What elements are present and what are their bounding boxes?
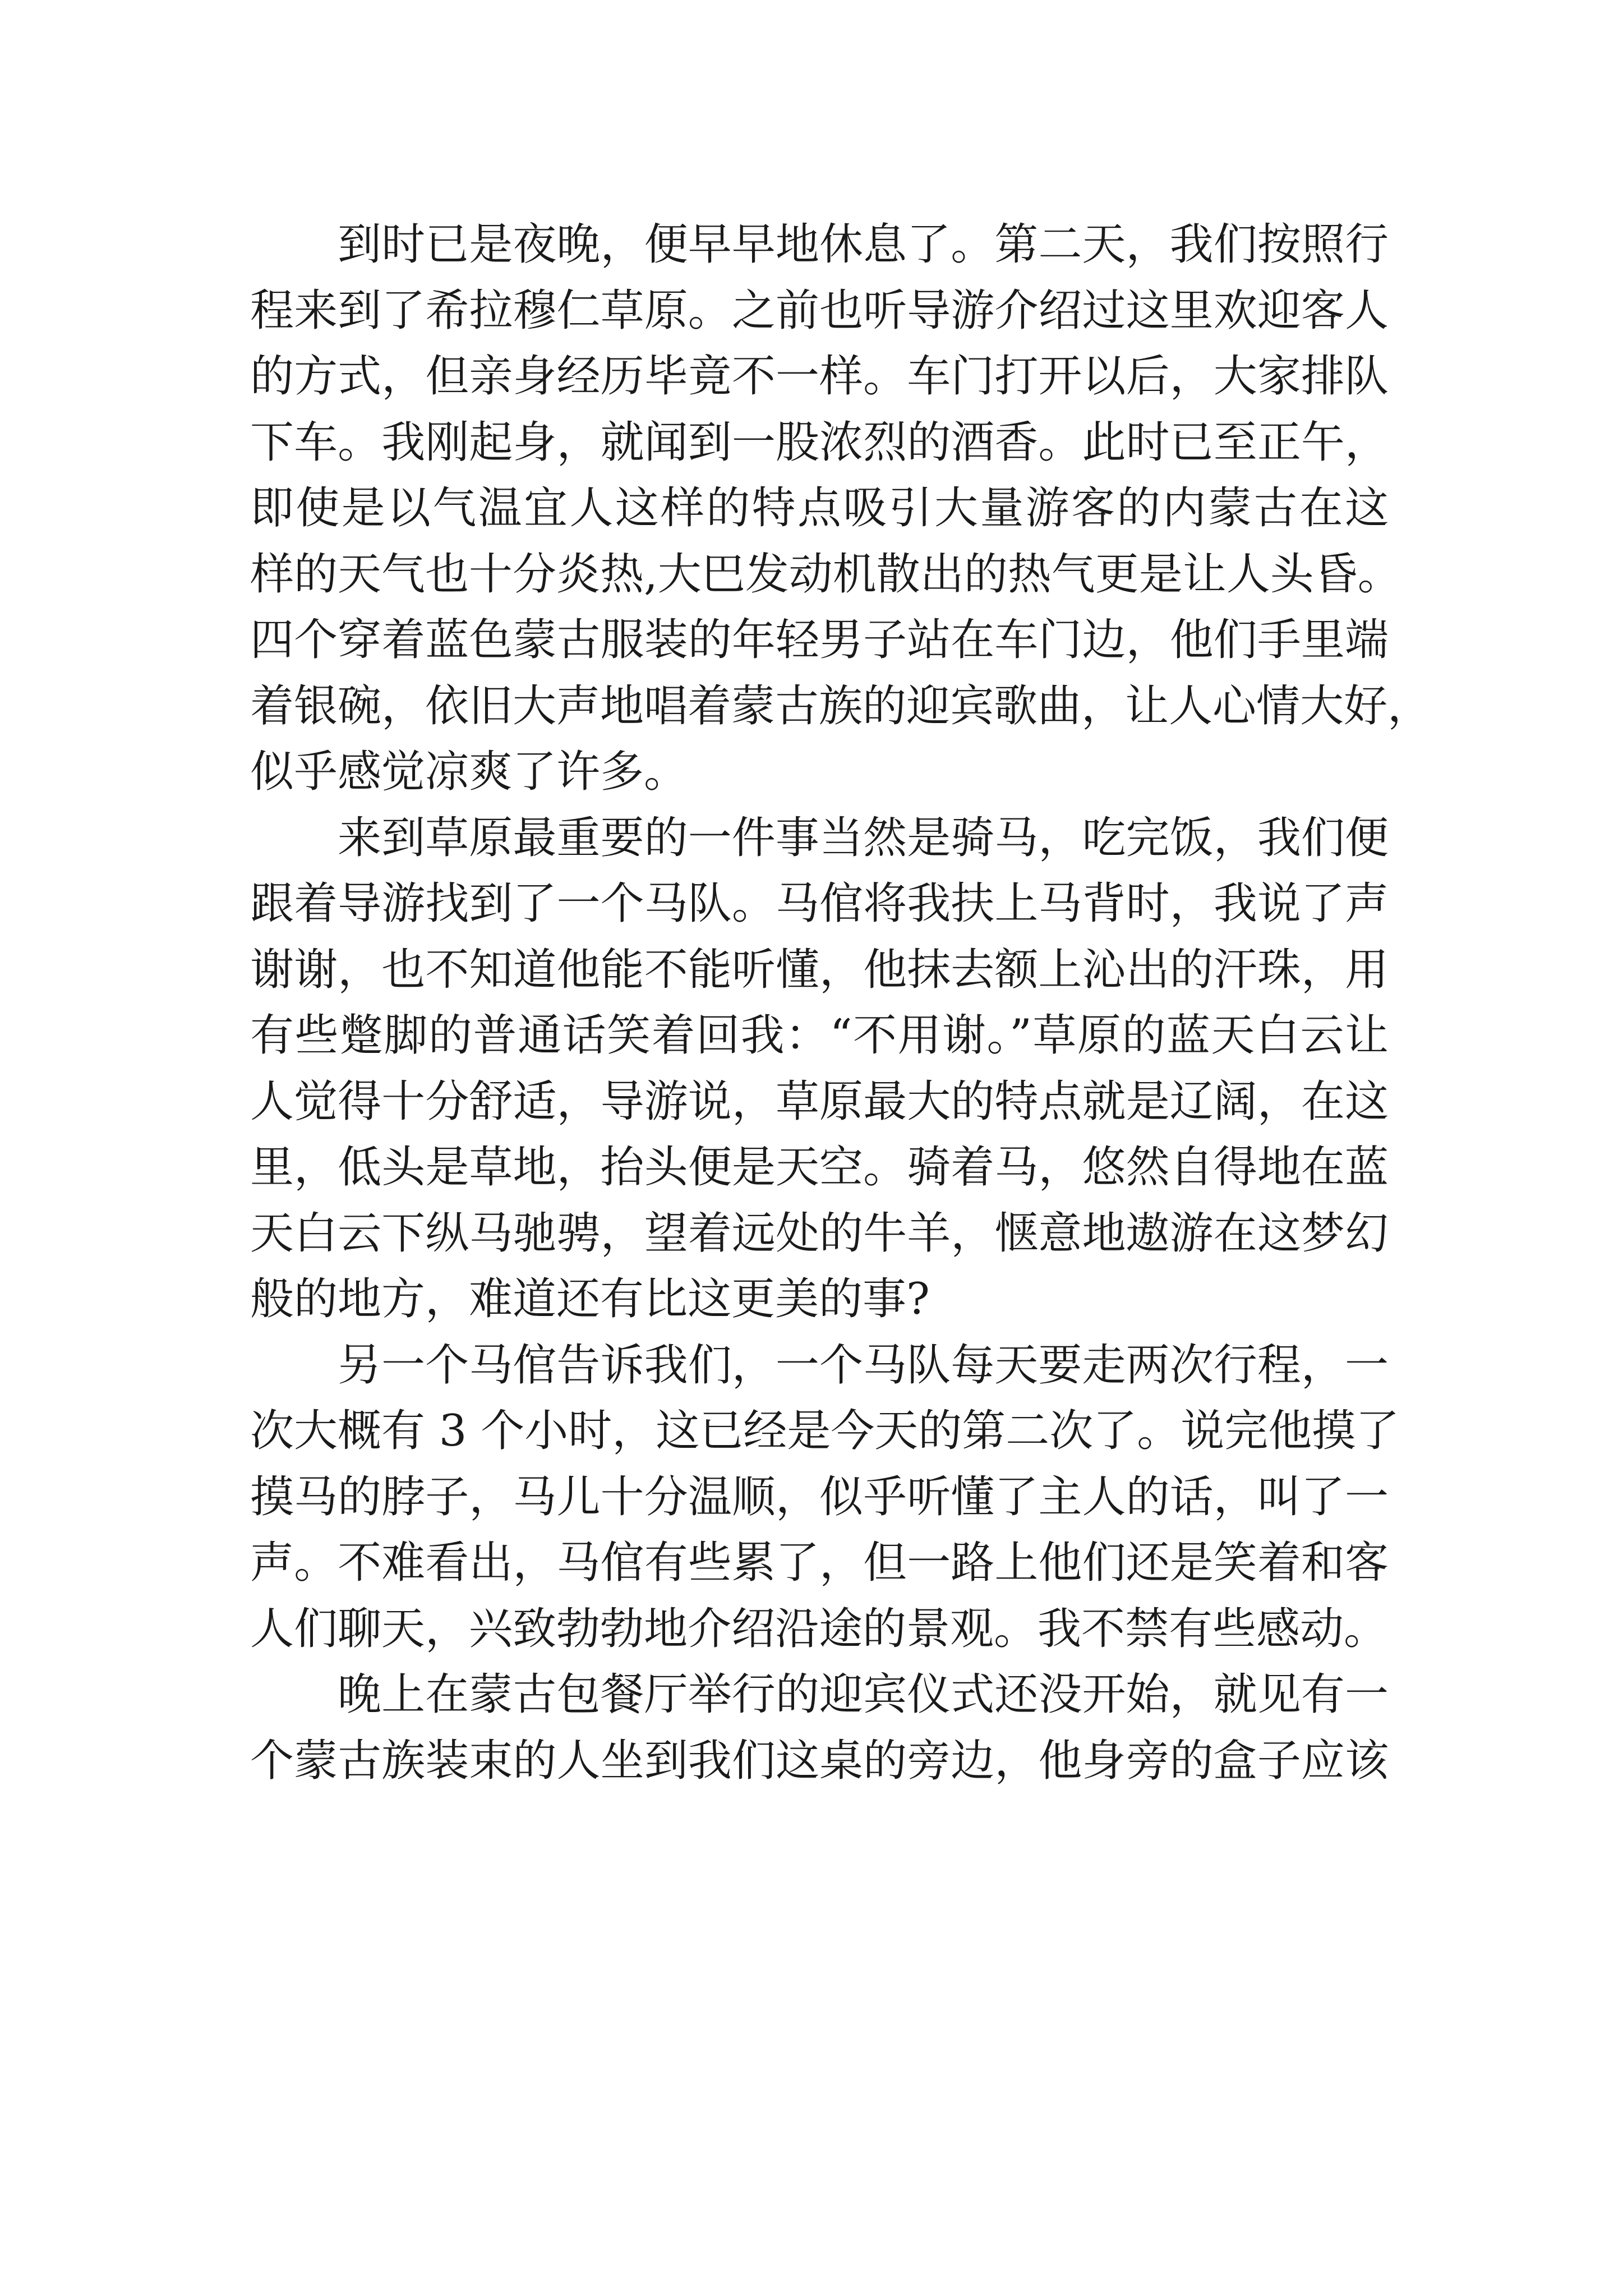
text-line: 次大概有 3 个小时，这已经是今天的第二次了。说完他摸了: [250, 1406, 1400, 1456]
text-line: 下车。我刚起身，就闻到一股浓烈的酒香。此时已至正午，: [250, 417, 1389, 468]
text-line: 即使是以气温宜人这样的特点吸引大量游客的内蒙古在这: [250, 483, 1389, 533]
text-line: 着银碗，依旧大声地唱着蒙古族的迎宾歌曲，让人心情大好，: [250, 680, 1432, 731]
text-line: 摸马的脖子，马儿十分温顺，似乎听懂了主人的话，叫了一: [250, 1471, 1389, 1522]
text-line: 声。不难看出，马倌有些累了，但一路上他们还是笑着和客: [250, 1538, 1389, 1588]
text-line: 另一个马倌告诉我们，一个马队每天要走两次行程，一: [338, 1340, 1389, 1391]
text-line: 人觉得十分舒适，导游说，草原最大的特点就是辽阔，在这: [250, 1076, 1389, 1127]
text-line: 的方式，但亲身经历毕竟不一样。车门打开以后，大家排队: [250, 351, 1389, 402]
text-line: 四个穿着蓝色蒙古服装的年轻男子站在车门边，他们手里端: [250, 615, 1389, 665]
text-line: 有些蹩脚的普通话笑着回我：“不用谢。”草原的蓝天白云让: [250, 1010, 1389, 1061]
text-line: 来到草原最重要的一件事当然是骑马，吃完饭，我们便: [338, 812, 1389, 863]
text-line: 程来到了希拉穆仁草原。之前也听导游介绍过这里欢迎客人: [250, 285, 1389, 336]
text-line: 谢谢，也不知道他能不能听懂，他抹去额上沁出的汗珠，用: [250, 944, 1389, 995]
text-line: 般的地方，难道还有比这更美的事?: [250, 1274, 930, 1324]
text-line: 人们聊天，兴致勃勃地介绍沿途的景观。我不禁有些感动。: [250, 1603, 1388, 1654]
text-line: 到时已是夜晚，便早早地休息了。第二天，我们按照行: [338, 219, 1389, 270]
text-line: 个蒙古族装束的人坐到我们这桌的旁边，他身旁的盒子应该: [250, 1735, 1389, 1786]
text-line: 跟着导游找到了一个马队。马倌将我扶上马背时，我说了声: [250, 878, 1389, 929]
body-text: [250, 212, 1432, 1794]
text-line: 天白云下纵马驰骋，望着远处的牛羊，惬意地遨游在这梦幻: [250, 1208, 1389, 1259]
text-line: 样的天气也十分炎热,大巴发动机散出的热气更是让人头昏。: [250, 549, 1401, 600]
text-line: 晚上在蒙古包餐厅举行的迎宾仪式还没开始，就见有一: [338, 1669, 1389, 1720]
text-line: 似乎感觉凉爽了许多。: [250, 747, 688, 797]
text-line: 里，低头是草地，抬头便是天空。骑着马，悠然自得地在蓝: [250, 1142, 1389, 1193]
